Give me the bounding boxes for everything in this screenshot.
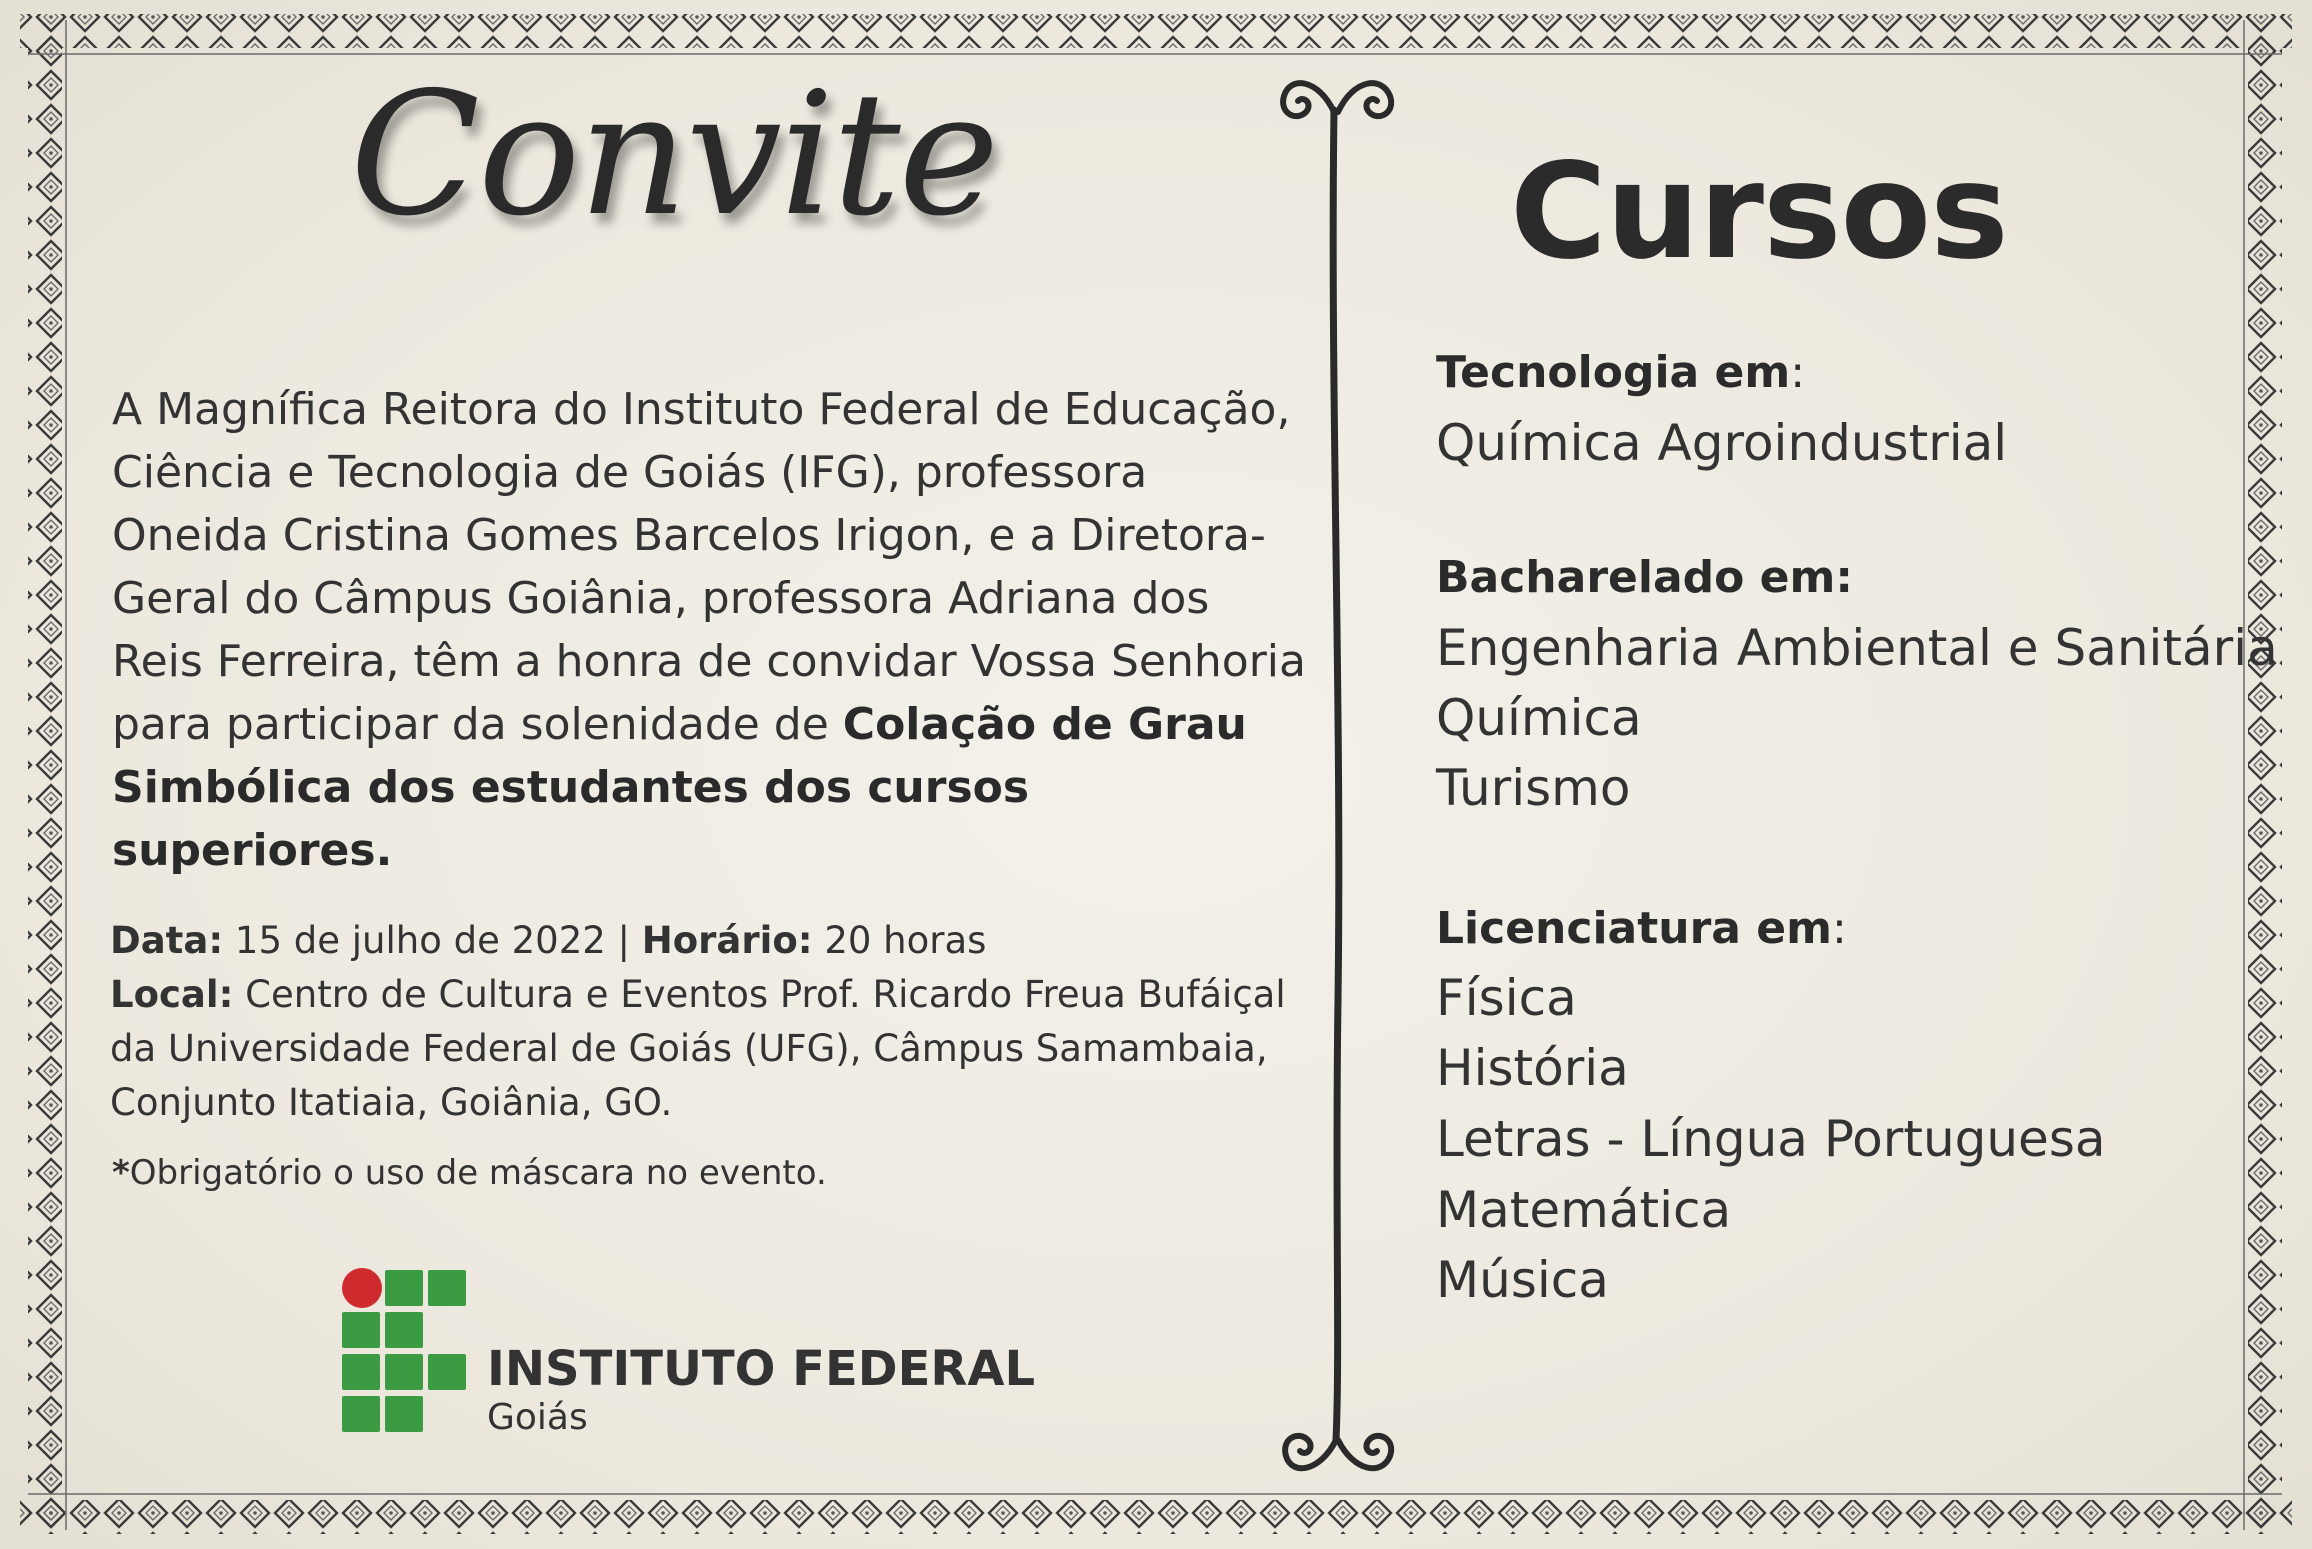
course-item: Turismo bbox=[1436, 759, 1631, 817]
time-value: 20 horas bbox=[824, 919, 987, 962]
event-date-line bbox=[110, 914, 1310, 968]
course-item: Matemática bbox=[1436, 1181, 1732, 1239]
heading-suffix: : bbox=[1790, 347, 1806, 398]
course-item: Química bbox=[1436, 689, 1642, 747]
date-value: 15 de julho de 2022 | bbox=[234, 919, 631, 962]
course-group-heading bbox=[1436, 894, 1847, 964]
event-location-line1 bbox=[110, 968, 1310, 1022]
logo-square bbox=[385, 1396, 423, 1432]
intro-text: A Magnífica Reitora do Instituto Federal de Educação, Ciência e Tecnologia de Goiás (IFG), professora Oneida Cristina Gomes Barcelos Irigon, e a Diretora-Geral do Câmpus Goiânia, professora Adriana dos Reis Ferreira, têm a honra de convidar Vossa Senhoria para participar da solenidade de bbox=[112, 384, 1306, 750]
heading-text: Tecnologia em bbox=[1436, 347, 1791, 398]
logo-square bbox=[385, 1354, 423, 1390]
event-location-line3: Conjunto Itatiaia, Goiânia, GO. bbox=[110, 1081, 673, 1124]
course-item: Física bbox=[1436, 969, 1577, 1027]
date-label: Data: bbox=[110, 919, 224, 962]
course-item: Química Agroindustrial bbox=[1436, 414, 2008, 472]
logo-square bbox=[385, 1312, 423, 1348]
mask-note bbox=[112, 1148, 827, 1198]
logo-name: INSTITUTO FEDERAL bbox=[487, 1341, 1036, 1397]
course-item: História bbox=[1436, 1039, 1629, 1097]
invitation-title: Convite bbox=[350, 56, 998, 254]
heading-suffix: : bbox=[1831, 903, 1847, 954]
event-location-line2: da Universidade Federal de Goiás (UFG), Câmpus Samambaia, bbox=[110, 1027, 1268, 1070]
heading-text: Bacharelado em: bbox=[1436, 552, 1853, 603]
note-text: Obrigatório o uso de máscara no evento. bbox=[129, 1153, 827, 1193]
logo-state: Goiás bbox=[487, 1397, 588, 1438]
course-item: Música bbox=[1436, 1251, 1609, 1309]
courses-title: Cursos bbox=[1510, 135, 2008, 289]
location-label: Local: bbox=[110, 973, 234, 1016]
course-group-heading bbox=[1436, 338, 1805, 408]
intro-highlight: Colação de Grau Simbólica dos estudantes dos cursos superiores. bbox=[112, 699, 1247, 876]
logo-square bbox=[342, 1312, 380, 1348]
logo-square bbox=[428, 1354, 466, 1390]
course-item: Engenharia Ambiental e Sanitária bbox=[1436, 619, 2278, 677]
logo-square bbox=[385, 1270, 423, 1306]
invitation-text bbox=[112, 378, 1312, 882]
location-text-1: Centro de Cultura e Eventos Prof. Ricardo Freua Bufáiçal bbox=[245, 973, 1286, 1016]
logo-square bbox=[428, 1270, 466, 1306]
course-item: Letras - Língua Portuguesa bbox=[1436, 1110, 2106, 1168]
note-mark: * bbox=[112, 1153, 130, 1193]
logo-red-dot bbox=[342, 1268, 382, 1308]
course-group-heading bbox=[1436, 543, 1853, 613]
time-label: Horário: bbox=[641, 919, 813, 962]
logo-square bbox=[342, 1354, 380, 1390]
heading-text: Licenciatura em bbox=[1436, 903, 1832, 954]
logo-square bbox=[342, 1396, 380, 1432]
